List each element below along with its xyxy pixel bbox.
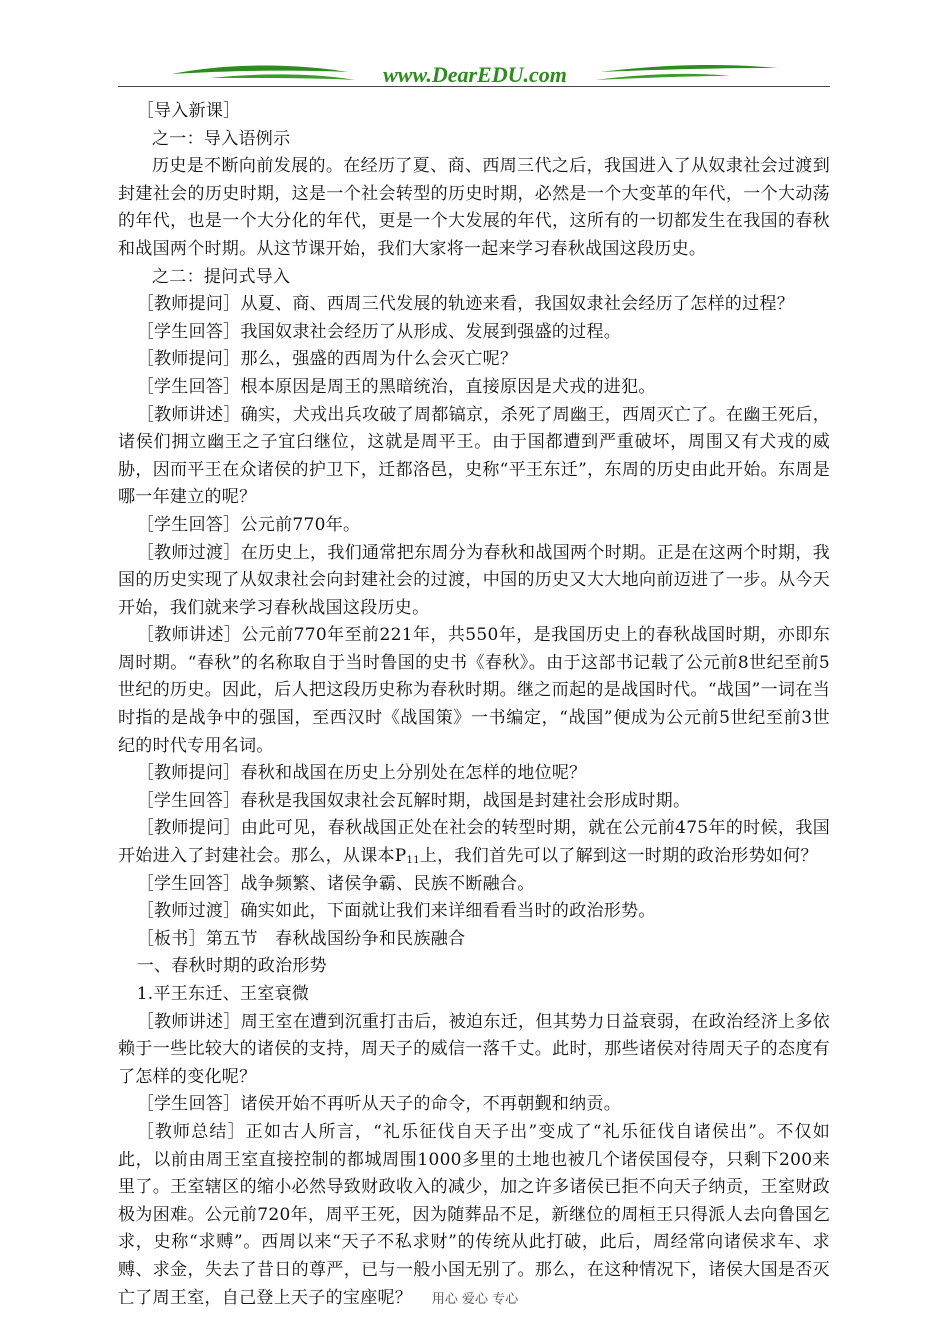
dialog-paragraph: ［教师过渡］在历史上，我们通常把东周分为春秋和战国两个时期。正是在这两个时期，我国的历史实现了从奴隶社会向封建社会的过渡，中国的历史又大大地向前迈进了一步。从今天开始，我们就来学习春秋战国这段历史。 — [118, 542, 830, 618]
page-subscript: 11 — [406, 855, 420, 867]
dialog-paragraph: ［学生回答］诸侯开始不再听从天子的命令，不再朝觐和纳贡。 — [136, 1094, 622, 1115]
banner-swoosh-graphic — [170, 58, 780, 94]
dialog-paragraph — [118, 815, 830, 870]
dialog-paragraph: ［学生回答］根本原因是周王的黑暗统治，直接原因是犬戎的进犯。 — [136, 376, 656, 397]
subsection-title: 1.平王东迁、王室衰微 — [136, 984, 310, 1004]
dialog-paragraph: ［学生回答］春秋是我国奴隶社会瓦解时期，战国是封建社会形成时期。 — [136, 790, 691, 811]
dialog-paragraph: ［学生回答］公元前770年。 — [136, 514, 361, 535]
dialog-paragraph: ［教师总结］正如古人所言，“礼乐征伐自天子出”变成了“礼乐征伐自诸侯出”。不仅如此，以前由周王室直接控制的都城周围1000多里的土地也被几个诸侯国侵夺，只剩下200来里了。王室辖区的缩小必然导致财政收入的减少，加之许多诸侯已拒不向天子纳贡，王室财政极为困难。公元前720年，周平王死，因为随葬品不足，新继位的周桓王只得派人去向鲁国乞求，史称“求赙”。西周以来“天子不私求财”的传统从此打破，此后，周经常向诸侯求车、求赙、求金，失去了昔日的尊严，已与一般小国无别了。那么，在这种情况下，诸侯大国是否灭亡了周王室，自己登上天子的宝座呢？ — [118, 1121, 830, 1308]
right-swoosh-icon — [600, 65, 778, 72]
right-swoosh-tail-icon — [595, 74, 730, 80]
dialog-paragraph: ［教师讲述］周王室在遭到沉重打击后，被迫东迁，但其势力日益衰弱，在政治经济上多依赖于一些比较大的诸侯的支持，周天子的威信一落千丈。此时，那些诸侯对待周天子的态度有了怎样的变化呢？ — [118, 1011, 830, 1087]
document-body — [118, 98, 830, 1312]
section-heading: ［导入新课］ — [136, 101, 241, 121]
text-fragment: ［教师提问］由此可见，春秋战国正处在社会的转型时期，就在公元前475年的时候，我国开始进入了封建社会。那么，从课本P — [118, 818, 830, 867]
subheading: 之二：提问式导入 — [152, 266, 291, 287]
site-url-text: www.DearEDU.com — [383, 62, 567, 87]
site-banner — [170, 58, 780, 94]
dialog-paragraph: ［教师讲述］确实，犬戎出兵攻破了周都镐京，杀死了周幽王，西周灭亡了。在幽王死后，诸侯们拥立幽王之子宜臼继位，这就是周平王。由于国都遭到严重破坏，周围又有犬戎的威胁，因而平王在众诸侯的护卫下，迁都洛邑，史称“平王东迁”，东周的历史由此开始。东周是哪一年建立的呢？ — [118, 404, 830, 508]
dialog-paragraph: ［学生回答］战争频繁、诸侯争霸、民族不断融合。 — [136, 873, 535, 894]
header-rule — [118, 86, 830, 87]
section-title: 一、春秋时期的政治形势 — [136, 956, 327, 977]
dialog-paragraph: ［教师提问］春秋和战国在历史上分别处在怎样的地位呢？ — [136, 763, 587, 784]
subheading: 之一：导入语例示 — [152, 128, 291, 149]
dialog-paragraph: ［教师过渡］确实如此，下面就让我们来详细看看当时的政治形势。 — [136, 901, 656, 922]
text-fragment: 上，我们首先可以了解到这一时期的政治形势如何？ — [419, 846, 818, 867]
dialog-paragraph: ［教师提问］那么，强盛的西周为什么会灭亡呢？ — [136, 349, 518, 370]
left-swoosh-icon — [172, 66, 348, 75]
dialog-paragraph: ［学生回答］我国奴隶社会经历了从形成、发展到强盛的过程。 — [136, 321, 622, 342]
blackboard-title: ［板书］第五节 春秋战国纷争和民族融合 — [136, 928, 466, 949]
dialog-paragraph: ［教师提问］从夏、商、西周三代发展的轨迹来看，我国奴隶社会经历了怎样的过程？ — [136, 294, 795, 315]
dialog-paragraph: ［教师讲述］公元前770年至前221年，共550年，是我国历史上的春秋战国时期，亦即东周时期。“春秋”的名称取自于当时鲁国的史书《春秋》。由于这部书记载了公元前8世纪至前5世纪的历史。因此，后人把这段历史称为春秋时期。继之而起的是战国时代。“战国”一词在当时指的是战争中的强国，至西汉时《战国策》一书编定，“战国”便成为公元前5世纪至前3世纪的时代专用名词。 — [118, 625, 830, 756]
body-paragraph: 历史是不断向前发展的。在经历了夏、商、西周三代之后，我国进入了从奴隶社会过渡到封建社会的历史时期，这是一个社会转型的历史时期，必然是一个大变革的年代，一个大动荡的年代，也是一个大分化的年代，更是一个大发展的年代，这所有的一切都发生在我国的春秋和战国两个时期。从这节课开始，我们大家将一起来学习春秋战国这段历史。 — [118, 156, 830, 259]
page-footer: 用心 爱心 专心 — [431, 1292, 519, 1307]
left-swoosh-tail-icon — [210, 74, 355, 80]
